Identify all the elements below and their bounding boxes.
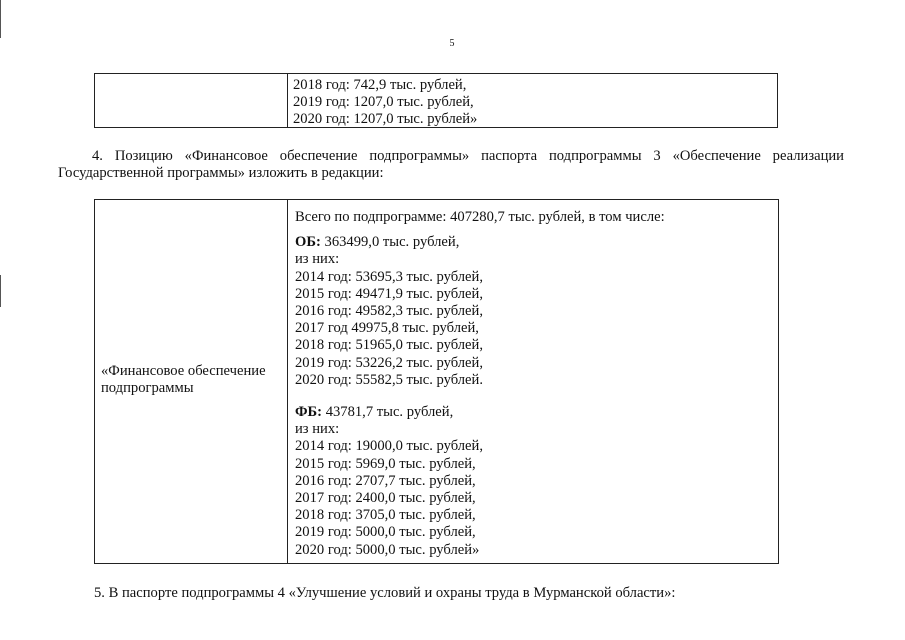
funding-table-left-cell [101,363,283,397]
funding-table-right-cell [295,209,665,559]
ob-amount: 363499,0 тыс. рублей, [320,234,460,251]
continuation-table-right-cell [293,77,477,129]
fb-year-line: 2018 год: 3705,0 тыс. рублей, [295,507,476,524]
scan-margin-mark [0,0,1,38]
funding-line: 2019 год: 1207,0 тыс. рублей, [293,94,474,111]
ob-label: ОБ: [295,234,321,251]
fb-of-which: из них: [295,421,340,438]
funding-line: 2018 год: 742,9 тыс. рублей, [293,77,467,93]
ob-year-line: 2017 год 49975,8 тыс. рублей, [295,320,479,337]
funding-table [94,199,779,564]
total-line: Всего по подпрограмме: 407280,7 тыс. рублей, в том числе: [295,209,665,225]
ob-amount-line [295,234,665,251]
funding-line: 2020 год: 1207,0 тыс. рублей» [293,111,478,128]
continuation-table [94,73,778,128]
left-label-line: подпрограммы [101,380,194,397]
paragraph-4-line-1: 4. Позицию «Финансовое обеспечение подпрограммы» паспорта подпрограммы 3 «Обеспечение реализации [92,148,844,164]
table-column-divider [287,200,288,563]
paragraph-4-line-2: Государственной программы» изложить в редакции: [58,165,384,181]
fb-year-line: 2014 год: 19000,0 тыс. рублей, [295,438,483,455]
fb-year-line: 2020 год: 5000,0 тыс. рублей» [295,541,480,558]
fb-amount: 43781,7 тыс. рублей, [322,404,454,421]
fb-year-line: 2019 год: 5000,0 тыс. рублей, [295,524,476,541]
fb-year-line: 2017 год: 2400,0 тыс. рублей, [295,490,476,507]
ob-of-which: из них: [295,251,340,268]
scan-margin-mark [0,275,1,307]
page-number: 5 [449,38,455,49]
ob-year-line: 2015 год: 49471,9 тыс. рублей, [295,285,483,302]
table-column-divider [287,74,288,127]
ob-year-line: 2019 год: 53226,2 тыс. рублей, [295,354,483,371]
fb-year-line: 2016 год: 2707,7 тыс. рублей, [295,472,476,489]
fb-year-line: 2015 год: 5969,0 тыс. рублей, [295,455,476,472]
fb-amount-line [295,404,665,421]
ob-year-line: 2016 год: 49582,3 тыс. рублей, [295,303,483,320]
left-label-line: «Финансовое обеспечение [101,363,266,379]
ob-year-line: 2020 год: 55582,5 тыс. рублей. [295,371,483,388]
fb-label: ФБ: [295,404,323,421]
ob-year-line: 2018 год: 51965,0 тыс. рублей, [295,337,483,354]
ob-year-line: 2014 год: 53695,3 тыс. рублей, [295,268,483,285]
paragraph-5: 5. В паспорте подпрограммы 4 «Улучшение условий и охраны труда в Мурманской области»: [94,585,676,601]
